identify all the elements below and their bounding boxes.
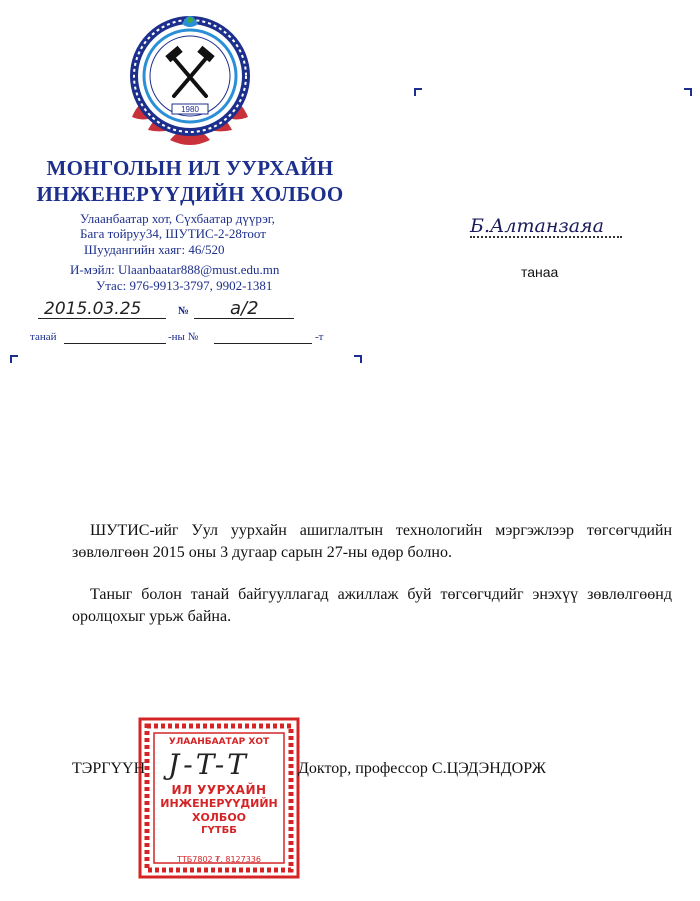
- handwritten-signature: J-T-T: [168, 748, 250, 781]
- body-paragraph-1: ШУТИС-ийг Уул уурхайн ашиглалтын технологийн мэргэжлээр төгсөгчдийн зөвлөлгөөн 2015 оны 3 дугаар сарын 27-ны өдөр болно.: [72, 522, 672, 561]
- signatory-title: ТЭРГҮҮН: [72, 760, 146, 777]
- handwritten-letter-number: а/2: [230, 298, 259, 319]
- stamp-line3: ХОЛБОО: [191, 811, 247, 824]
- address-line2: Бага тойруу34, ШУТИС-2-28тоот: [80, 226, 266, 241]
- organization-name-line1: МОНГОЛЫН ИЛ УУРХАЙН: [46, 156, 334, 180]
- body-paragraph-2: Таныг болон танай байгууллагад ажиллаж буй төгсөгчдийг энэхүү зөвлөлгөөнд оролцохыг урьж байна.: [72, 586, 672, 625]
- stamp-line4: ГҮТББ: [201, 825, 237, 836]
- handwritten-date: 2015.03.25: [44, 299, 142, 319]
- date-underline: [38, 318, 166, 319]
- corner-mark-bottom-left: [10, 355, 18, 363]
- organization-name-line2: ИНЖЕНЕРҮҮДИЙН ХОЛБОО: [36, 182, 344, 206]
- reference-tanai-label: танай: [30, 331, 57, 343]
- stamp-registration: ТТБ7802 ₮. 8127336: [177, 855, 261, 864]
- number-label: №: [178, 305, 190, 317]
- corner-mark-top-right: [684, 88, 692, 96]
- email-address: И-мэйл: Ulaanbaatar888@must.edu.mn: [70, 262, 280, 277]
- signatory-name: Доктор, профессор С.ЦЭДЭНДОРЖ: [298, 760, 546, 777]
- recipient-handwritten-name: Б.Алтанзаяа: [470, 215, 604, 237]
- reference-tanai-underline: [64, 343, 166, 344]
- stamp-line1: ИЛ УУРХАЙН: [171, 783, 267, 797]
- logo-year: 1980: [181, 105, 199, 114]
- mailbox-address: Шуудангийн хаяг: 46/520: [84, 242, 225, 257]
- organization-logo: [120, 12, 260, 152]
- recipient-suffix: танаа: [521, 264, 559, 280]
- phone-number: Утас: 976-9913-3797, 9902-1381: [96, 278, 273, 293]
- reference-number-underline: [214, 343, 312, 344]
- official-stamp: [138, 717, 300, 879]
- number-underline: [194, 318, 294, 319]
- recipient-dotted-line: [470, 236, 622, 238]
- stamp-city: УЛААНБААТАР ХОТ: [168, 737, 270, 747]
- corner-mark-bottom-right: [354, 355, 362, 363]
- corner-mark-top-left: [414, 88, 422, 96]
- reference-suffix-label: -т: [315, 331, 324, 343]
- reference-number-label: -ны №: [168, 331, 199, 343]
- address-line1: Улаанбаатар хот, Сүхбаатар дүүрэг,: [80, 211, 275, 226]
- stamp-line2: ИНЖЕНЕРҮҮДИЙН: [160, 797, 278, 810]
